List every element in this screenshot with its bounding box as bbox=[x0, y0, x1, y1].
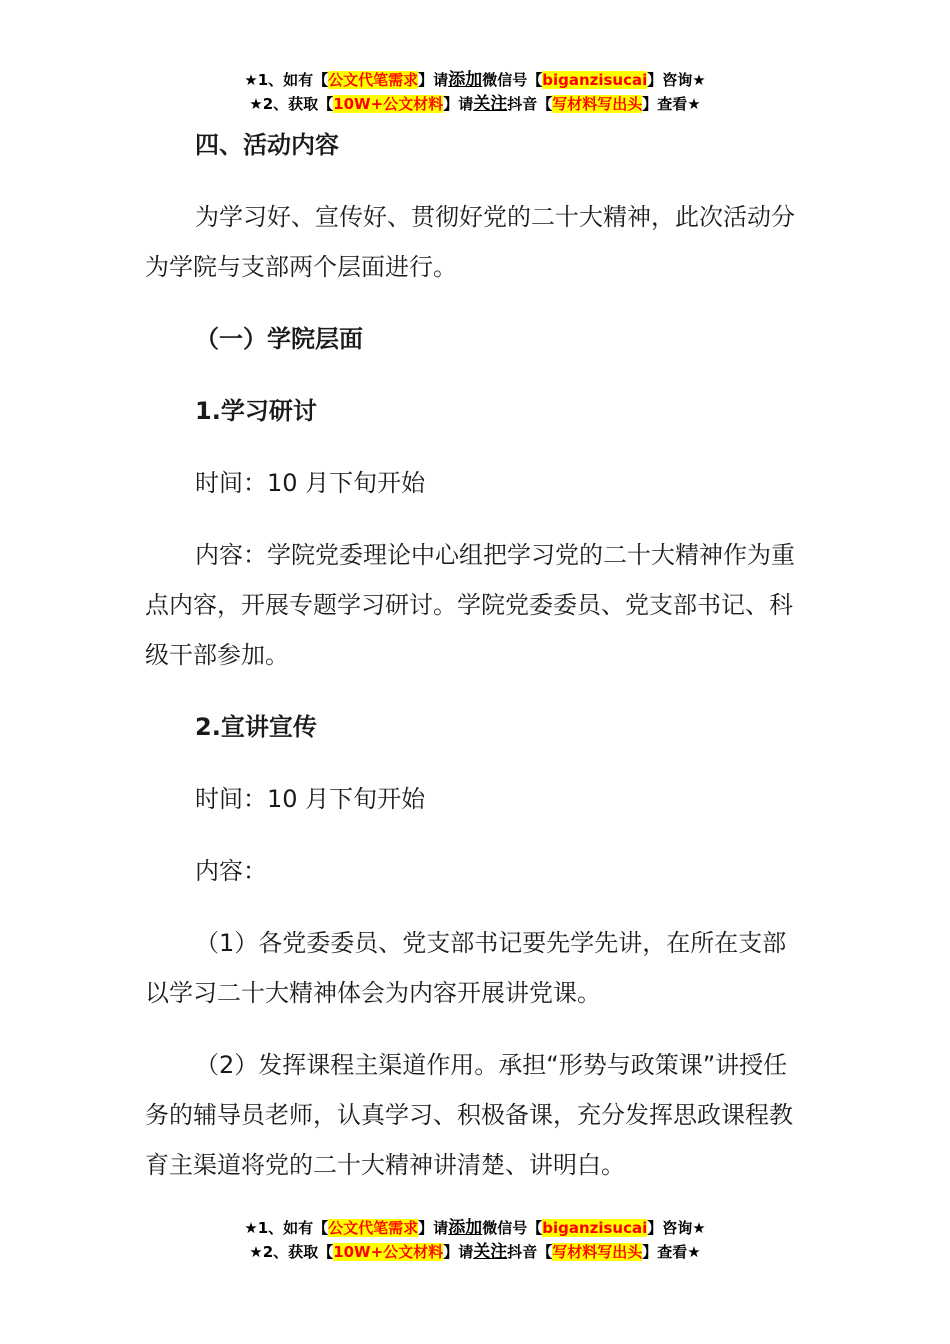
banner-line-1 bbox=[0, 68, 950, 92]
banner-text: 】咨询★ bbox=[647, 71, 706, 89]
item2-title: 2.宣讲宣传 bbox=[195, 713, 317, 741]
banner-emphasis: 添加 bbox=[448, 1218, 483, 1238]
item2-time: 时间：10 月下旬开始 bbox=[195, 785, 426, 813]
item1-content: 内容：学院党委理论中心组把学习党的二十大精神作为重点内容，开展专题学习研讨。学院党委委员、党支部书记、科级干部参加。 bbox=[145, 541, 795, 669]
banner-text: 】请 bbox=[418, 71, 449, 89]
section-heading: 四、活动内容 bbox=[195, 131, 339, 159]
banner-text: 微信号【 bbox=[482, 1219, 543, 1237]
item2-point1: （1）各党委委员、党支部书记要先学先讲，在所在支部以学习二十大精神体会为内容开展讲党课。 bbox=[145, 929, 787, 1007]
banner-text: 抖音【 bbox=[507, 95, 553, 113]
intro-paragraph: 为学习好、宣传好、贯彻好党的二十大精神，此次活动分为学院与支部两个层面进行。 bbox=[145, 203, 795, 281]
banner-text: 】查看★ bbox=[642, 95, 701, 113]
item2-point2: （2）发挥课程主渠道作用。承担“形势与政策课”讲授任务的辅导员老师，认真学习、积极备课，充分发挥思政课程教育主渠道将党的二十大精神讲清楚、讲明白。 bbox=[145, 1051, 793, 1179]
bottom-banner bbox=[0, 1216, 950, 1264]
banner-highlight: biganzisucai bbox=[542, 71, 648, 89]
banner-text: ★2、获取【 bbox=[249, 1243, 334, 1261]
banner-highlight: 公文代笔需求 bbox=[328, 71, 419, 89]
banner-text: ★1、如有【 bbox=[244, 1219, 329, 1237]
banner-emphasis: 关注 bbox=[473, 94, 508, 114]
banner-line-2 bbox=[0, 92, 950, 116]
item1-time: 时间：10 月下旬开始 bbox=[195, 469, 426, 497]
banner-highlight: 10W+公文材料 bbox=[333, 95, 444, 113]
banner-text: 】请 bbox=[443, 1243, 474, 1261]
item2-content-label: 内容： bbox=[195, 857, 267, 885]
banner-text: 微信号【 bbox=[482, 71, 543, 89]
banner-text: 】查看★ bbox=[642, 1243, 701, 1261]
top-banner bbox=[0, 68, 950, 116]
banner-highlight: 写材料写出头 bbox=[552, 95, 643, 113]
sub-heading: （一）学院层面 bbox=[195, 325, 363, 353]
item1-title: 1.学习研讨 bbox=[195, 397, 317, 425]
banner-line-2 bbox=[0, 1240, 950, 1264]
banner-text: 】咨询★ bbox=[647, 1219, 706, 1237]
banner-highlight: 公文代笔需求 bbox=[328, 1219, 419, 1237]
banner-text: 】请 bbox=[443, 95, 474, 113]
banner-text: 】请 bbox=[418, 1219, 449, 1237]
banner-line-1 bbox=[0, 1216, 950, 1240]
banner-emphasis: 关注 bbox=[473, 1242, 508, 1262]
banner-text: ★2、获取【 bbox=[249, 95, 334, 113]
banner-emphasis: 添加 bbox=[448, 70, 483, 90]
banner-text: 抖音【 bbox=[507, 1243, 553, 1261]
banner-highlight: 10W+公文材料 bbox=[333, 1243, 444, 1261]
document-body bbox=[145, 120, 805, 1190]
banner-highlight: biganzisucai bbox=[542, 1219, 648, 1237]
banner-highlight: 写材料写出头 bbox=[552, 1243, 643, 1261]
banner-text: ★1、如有【 bbox=[244, 71, 329, 89]
